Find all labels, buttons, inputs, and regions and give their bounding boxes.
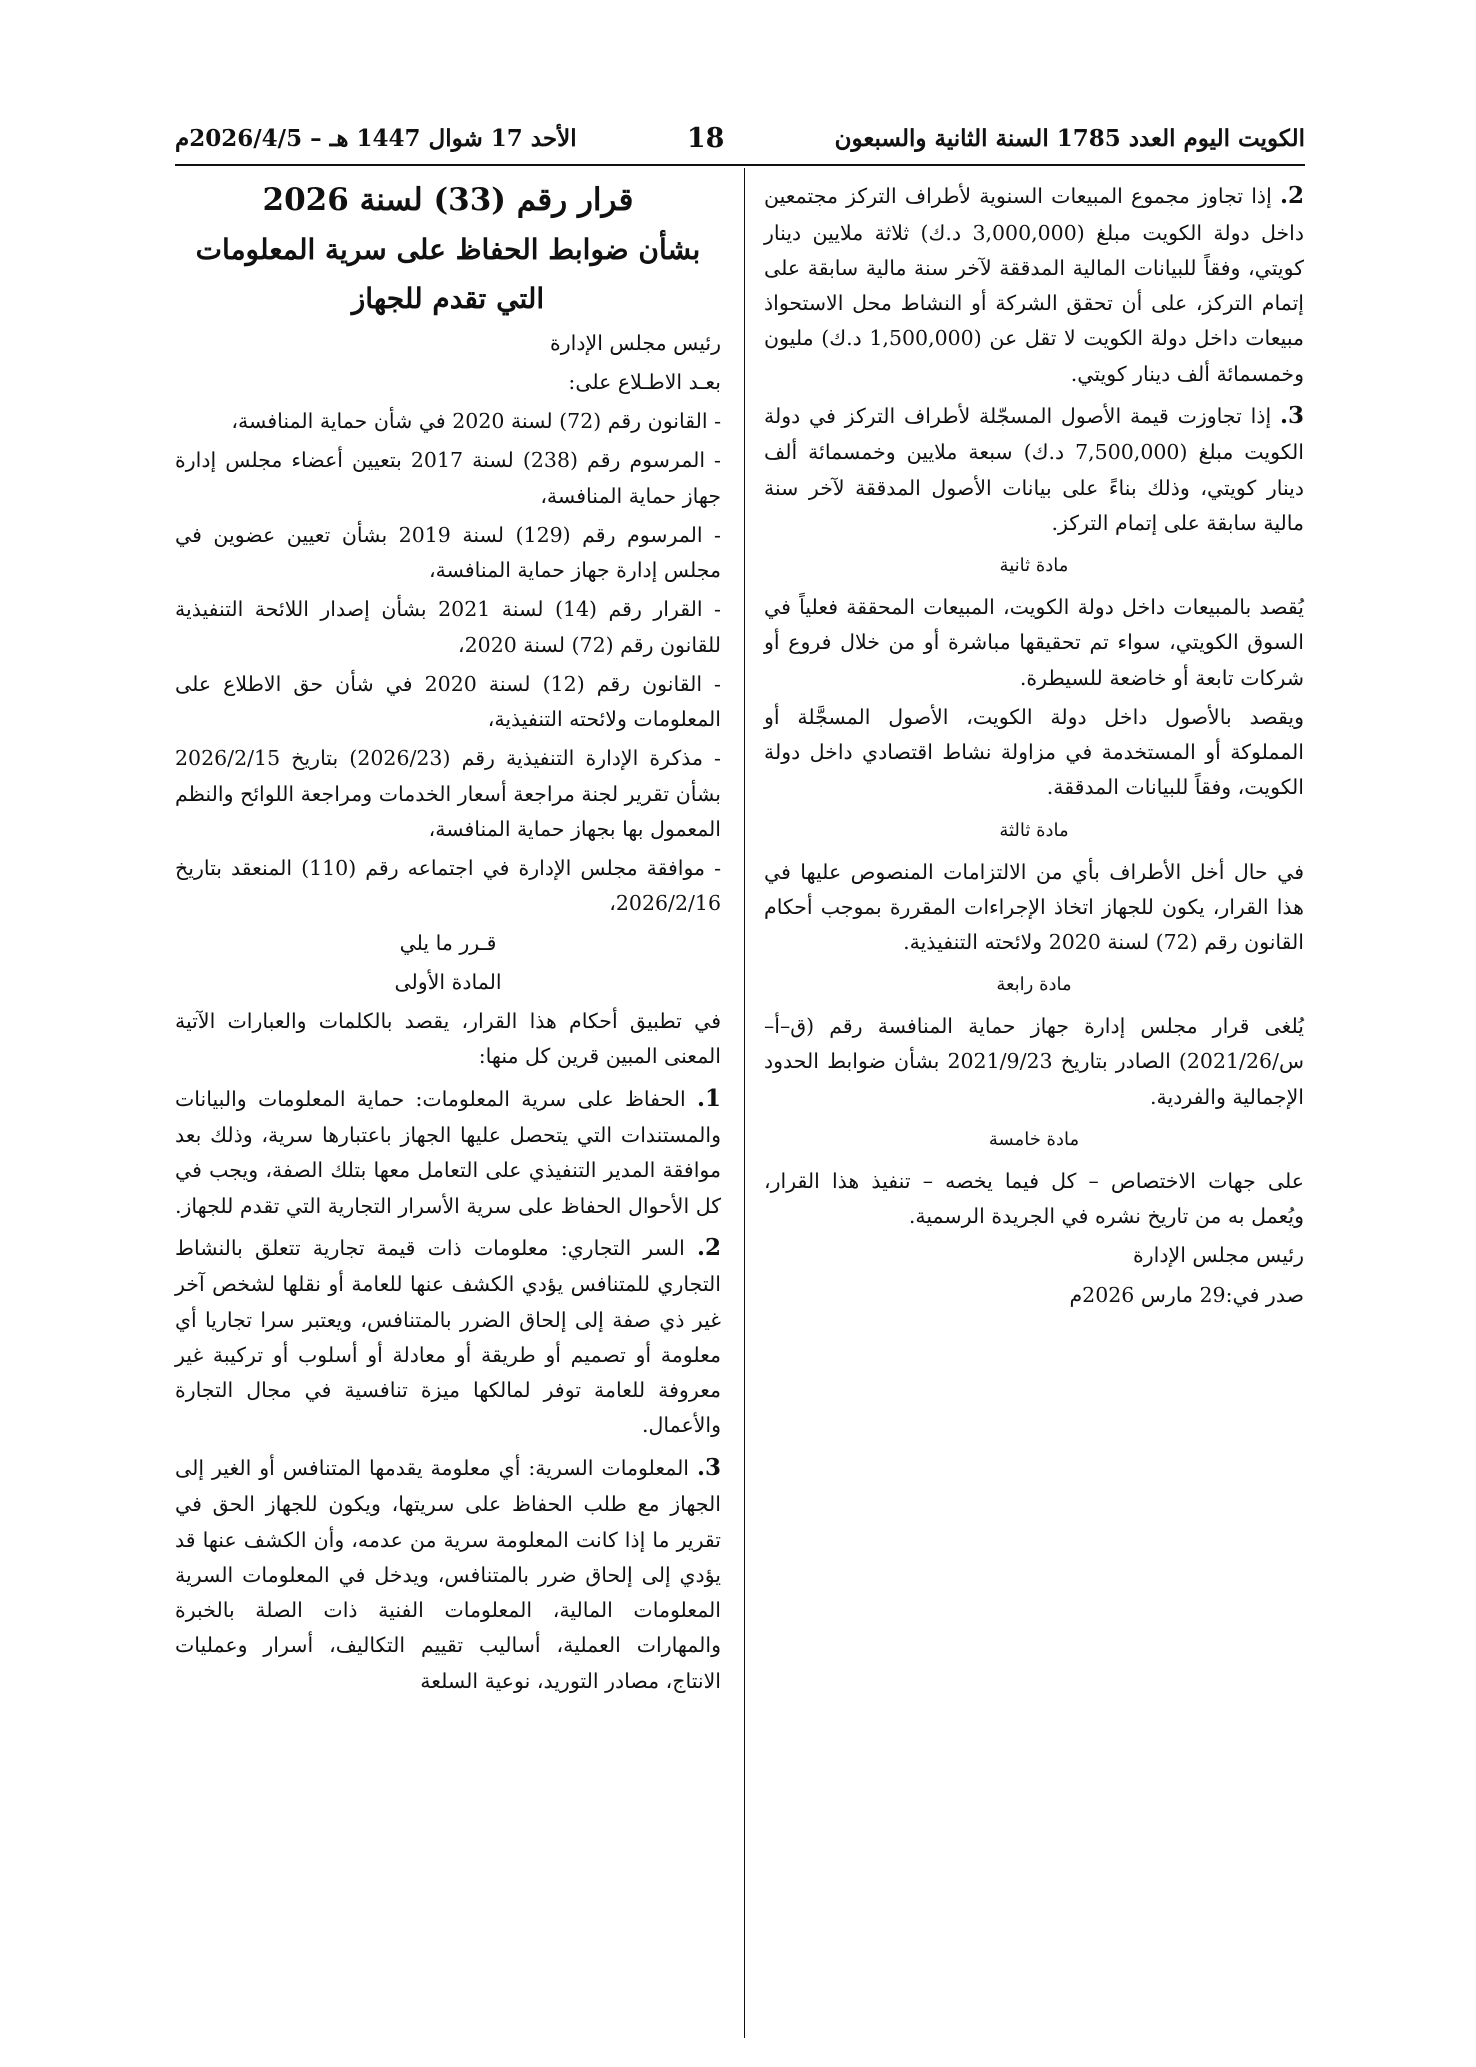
recital: - موافقة مجلس الإدارة في اجتماعه رقم (110) المنعقد بتاريخ 2026/2/16،: [175, 856, 721, 916]
clause-3: [764, 396, 1304, 541]
decided-heading: قـرر ما يلي: [399, 930, 497, 955]
decision-title: قرار رقم (33) لسنة 2026: [262, 182, 634, 218]
decision-subtitle-line-1: بشأن ضوابط الحفاظ على سرية المعلومات: [195, 233, 701, 267]
recital: - المرسوم رقم (238) لسنة 2017 بتعيين أعضاء مجلس إدارة جهاز حماية المنافسة،: [175, 448, 721, 508]
recital: - القانون رقم (72) لسنة 2020 في شأن حماية المنافسة،: [231, 409, 721, 434]
page-number: 18: [686, 122, 725, 154]
definition-1-text: الحفاظ على سرية المعلومات: حماية المعلومات والبيانات والمستندات التي يتحصل عليها الجهاز باعتبارها سرية، وذلك بعد موافقة المدير التنفيذي على التعامل معها بتلك الصفة، ويجب في كل الأحوال الحفاظ على سرية الأسرار التجارية التي تقدم للجهاز.: [174, 1086, 721, 1218]
column-divider: [744, 168, 745, 2038]
definition-2-text: السر التجاري: معلومات ذات قيمة تجارية تتعلق بالنشاط التجاري للمتنافس يؤدي الكشف عنها للعامة أو نقلها لشخص آخر غير ذي صفة إلى إلحاق الضرر بالمتنافس، ويعتبر سرا تجاريا أي معلومة أو تصميم أو طريقة أو معادلة أو أسلوب أو تركيبة غير معروفة للعامة توفر لمالكها ميزة تنافسية في مجال التجارة والأعمال.: [175, 1235, 721, 1438]
clause-3-text: إذا تجاوزت قيمة الأصول المسجّلة لأطراف التركز في دولة الكويت مبلغ (7,500,000 د.ك) سبعة ملايين وخمسمائة ألف دينار كويتي، وذلك بناءً على بيانات الأصول المدققة لآخر سنة مالية سابقة على إتمام التركز.: [764, 403, 1304, 535]
definition-2: [175, 1228, 721, 1444]
recital: - مذكرة الإدارة التنفيذية رقم (2026/23) بتاريخ 2026/2/15 بشأن تقرير لجنة مراجعة أسعار الخدمات ومراجعة اللوائح والنظم المعمول بها بجهاز حماية المنافسة،: [175, 746, 721, 841]
page-header: [175, 118, 1305, 158]
definition-3: [175, 1448, 721, 1699]
header-date: الأحد 17 شوال 1447 هـ – 2026/4/5م: [175, 124, 577, 152]
article-2-paragraph-2: ويقصد بالأصول داخل دولة الكويت، الأصول المسجَّلة أو المملوكة أو المستخدمة في مزاولة نشاط اقتصادي داخل دولة الكويت، وفقاً للبيانات المدققة.: [764, 704, 1304, 800]
issuer: رئيس مجلس الإدارة: [550, 330, 721, 355]
definition-3-number: 3.: [696, 1453, 721, 1481]
header-issue-info: الكويت اليوم العدد 1785 السنة الثانية والسبعون: [834, 124, 1305, 152]
header-divider: [175, 164, 1305, 166]
article-1-intro: في تطبيق أحكام هذا القرار، يقصد بالكلمات والعبارات الآتية المعنى المبين قرين كل منها:: [175, 1009, 721, 1069]
signature: رئيس مجلس الإدارة: [1133, 1243, 1304, 1268]
definition-1-number: 1.: [696, 1084, 721, 1112]
recital: - القانون رقم (12) لسنة 2020 في شأن حق الاطلاع على المعلومات ولائحته التنفيذية،: [175, 671, 721, 732]
article-1-heading: المادة الأولى: [394, 969, 502, 994]
definition-3-text: المعلومات السرية: أي معلومة يقدمها المتنافس أو الغير إلى الجهاز مع طلب الحفاظ على سريتها، ويكون للجهاز الحق في تقرير ما إذا كانت المعلومة سرية من عدمه، وأن الكشف عنها قد يؤدي إلى إلحاق ضرر بالمتنافس، ويدخل في المعلومات السرية المعلومات المالية، المعلومات الفنية ذات الصلة بالخبرة والمهارات العملية، أساليب تقييم التكاليف، أسرار وعمليات الانتاج، مصادر التوريد، نوعية السلعة: [175, 1455, 721, 1693]
recital: - المرسوم رقم (129) لسنة 2019 بشأن تعيين عضوين في مجلس إدارة جهاز حماية المنافسة،: [175, 522, 721, 583]
recital: - القرار رقم (14) لسنة 2021 بشأن إصدار اللائحة التنفيذية للقانون رقم (72) لسنة 2020،: [175, 597, 721, 657]
clause-2: [764, 176, 1304, 392]
definition-2-number: 2.: [696, 1233, 721, 1261]
article-4-paragraph: يُلغى قرار مجلس إدارة جهاز حماية المنافسة رقم (ق–أ–س/2021/26) الصادر بتاريخ 2021/9/23 بشأن ضوابط الحدود الإجمالية والفردية.: [764, 1014, 1304, 1109]
article-3-paragraph: في حال أخل الأطراف بأي من الالتزامات المنصوص عليها في هذا القرار، يكون للجهاز اتخاذ الإجراءات المقررة بموجب أحكام القانون رقم (72) لسنة 2020 ولائحته التنفيذية.: [764, 859, 1304, 954]
clause-2-number: 2.: [1279, 182, 1304, 209]
issue-date: صدر في:29 مارس 2026م: [1069, 1282, 1304, 1307]
after-review: بعـد الاطـلاع على:: [568, 369, 721, 394]
right-column: [764, 176, 1304, 1317]
decision-subtitle-line-2: التي تقدم للجهاز: [351, 281, 545, 315]
article-5-paragraph: على جهات الاختصاص – كل فيما يخصه – تنفيذ هذا القرار، ويُعمل به من تاريخ نشره في الجريدة الرسمية.: [764, 1168, 1304, 1229]
definition-1: [175, 1079, 721, 1224]
article-2-paragraph-1: يُقصد بالمبيعات داخل دولة الكويت، المبيعات المحققة فعلياً في السوق الكويتي، سواء تم تحقيقها مباشرة أو من خلال فروع أو شركات تابعة أو خاضعة للسيطرة.: [764, 595, 1304, 690]
left-column: [175, 176, 721, 1703]
article-2-heading: مادة ثانية: [999, 555, 1069, 577]
article-5-heading: مادة خامسة: [988, 1128, 1080, 1150]
article-3-heading: مادة ثالثة: [999, 819, 1069, 841]
clause-3-number: 3.: [1279, 401, 1304, 429]
clause-2-text: إذا تجاوز مجموع المبيعات السنوية لأطراف التركز مجتمعين داخل دولة الكويت مبلغ (3,000,000 د.ك) ثلاثة ملايين دينار كويتي، وفقاً للبيانات المالية المدققة لآخر سنة مالية سابقة على إتمام التركز، على أن تحقق الشركة أو النشاط محل الاستحواذ مبيعات داخل دولة الكويت لا تقل عن (1,500,000 د.ك) مليون وخمسمائة ألف دينار كويتي.: [764, 184, 1304, 386]
article-4-heading: مادة رابعة: [996, 974, 1072, 996]
